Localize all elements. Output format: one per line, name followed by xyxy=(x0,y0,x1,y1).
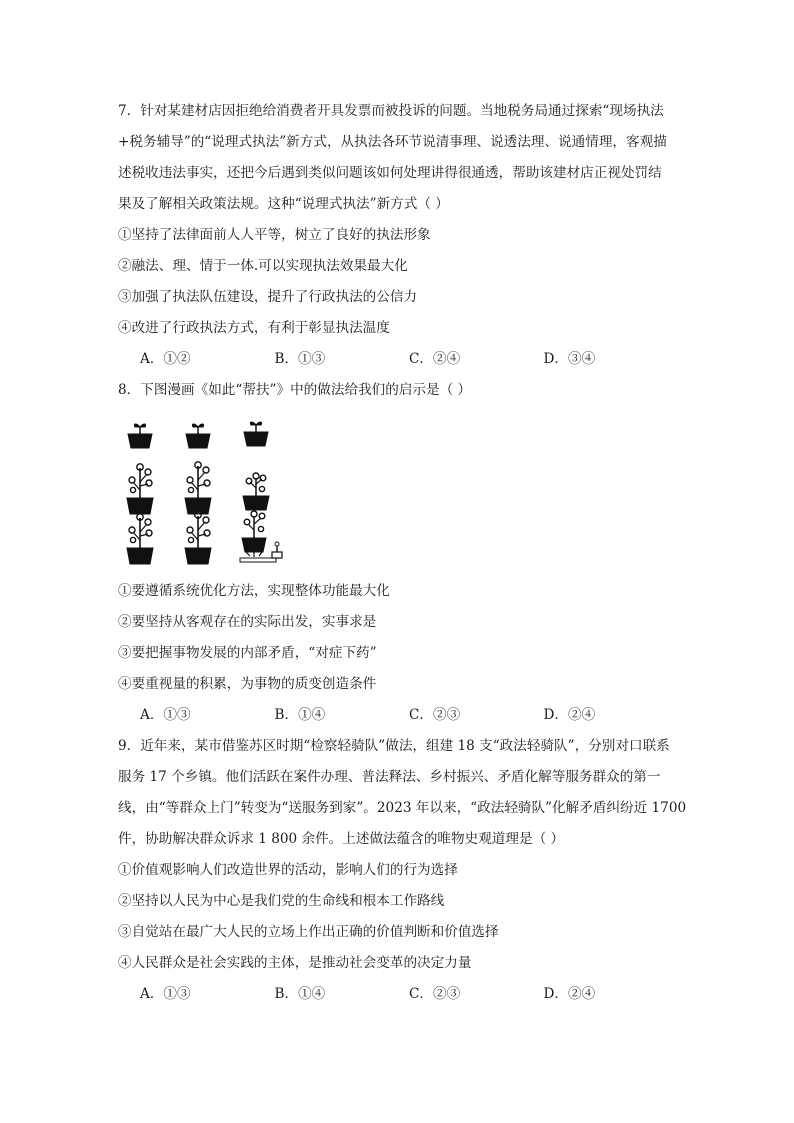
question-9 xyxy=(118,731,687,1010)
q8-option-a[interactable]: A．①③ xyxy=(140,707,191,723)
q9-option-a[interactable]: A．①③ xyxy=(140,986,191,1002)
q7-statement-3: ③加强了执法队伍建设，提升了行政执法的公信力 xyxy=(118,289,418,305)
seedling-pot-icon xyxy=(128,424,152,448)
q7-stem-line: 果及了解相关政策法规。这种“说理式执法”新方式（ ） xyxy=(118,196,449,212)
small-plant-pot-icon xyxy=(243,473,269,510)
q8-option-d[interactable]: D．②④ xyxy=(543,707,596,723)
q7-stem-line: 述税收违法事实，还把今后遇到类似问题该如何处理讲得很通透，帮助该建材店正视处罚结 xyxy=(118,165,662,181)
q9-options xyxy=(118,979,678,1010)
grown-plant-pot-icon xyxy=(127,464,153,514)
q7-statement-1: ①坚持了法律面前人人平等，树立了良好的执法形象 xyxy=(118,227,431,243)
q9-stem-line: 9．近年来，某市借鉴苏区时期“检察轻骑队”做法，组建 18 支“政法轻骑队”，分别对口联系 xyxy=(118,738,670,754)
q7-option-a[interactable]: A．①② xyxy=(140,351,191,367)
q7-statement-2: ②融法、理、情于一体.可以实现执法效果最大化 xyxy=(118,258,408,274)
q9-statement-3: ③自觉站在最广大人民的立场上作出正确的价值判断和价值选择 xyxy=(118,924,499,940)
q8-statement-3: ③要把握事物发展的内部矛盾，“对症下药” xyxy=(118,645,377,661)
q9-statement-2: ②坚持以人民为中心是我们党的生命线和根本工作路线 xyxy=(118,893,445,909)
seedling-pot-icon xyxy=(186,424,210,448)
exam-page xyxy=(118,96,687,1010)
q9-stem-line: 服务 17 个乡镇。他们活跃在案件办理、普法释法、乡村振兴、矛盾化解等服务群众的第一 xyxy=(118,769,661,785)
pulled-plant-pot-icon xyxy=(240,511,282,562)
q8-options xyxy=(118,700,678,731)
q9-option-c[interactable]: C．②③ xyxy=(409,986,461,1002)
grown-plant-pot-icon xyxy=(185,512,211,564)
q9-statement-1: ①价值观影响人们改造世界的活动，影响人们的行为选择 xyxy=(118,862,458,878)
q9-stem-line: 件，协助解决群众诉求 1 800 余件。上述做法蕴含的唯物史观道理是（ ） xyxy=(118,831,565,847)
question-8 xyxy=(118,375,678,731)
grown-plant-pot-icon xyxy=(185,462,211,514)
q9-option-b[interactable]: B．①④ xyxy=(274,986,326,1002)
seedling-pot-icon xyxy=(244,422,268,446)
q8-option-b[interactable]: B．①④ xyxy=(274,707,326,723)
question-7 xyxy=(118,96,678,375)
q7-options xyxy=(118,344,678,375)
q9-statement-4: ④人民群众是社会实践的主体，是推动社会变革的决定力量 xyxy=(118,955,472,971)
q8-option-c[interactable]: C．②③ xyxy=(409,707,461,723)
q8-statement-4: ④要重视量的积累，为事物的质变创造条件 xyxy=(118,676,377,692)
q9-stem-line: 线，由“等群众上门”转变为“送服务到家”。2023 年以来，“政法轻骑队”化解矛盾纠纷近 1700 xyxy=(118,800,687,816)
q7-option-b[interactable]: B．①③ xyxy=(274,351,326,367)
q8-stem-line: 8．下图漫画《如此“帮扶”》中的做法给我们的启示是（ ） xyxy=(118,382,472,398)
q7-statement-4: ④改进了行政执法方式，有利于彰显执法温度 xyxy=(118,320,390,336)
q7-option-d[interactable]: D．③④ xyxy=(543,351,596,367)
grown-plant-pot-icon xyxy=(127,514,153,564)
q9-option-d[interactable]: D．②④ xyxy=(543,986,596,1002)
potted-plants-cartoon-icon xyxy=(122,412,292,572)
q7-option-c[interactable]: C．②④ xyxy=(409,351,461,367)
q7-stem-line: +税务辅导”的“说理式执法”新方式，从执法各环节说清事理、说透法理、说通情理，客观描 xyxy=(118,134,667,150)
q7-stem-line: 7．针对某建材店因拒绝给消费者开具发票而被投诉的问题。当地税务局通过探索“现场执法 xyxy=(118,103,664,119)
q8-statement-1: ①要遵循系统优化方法，实现整体功能最大化 xyxy=(118,583,390,599)
q8-statement-2: ②要坚持从客观存在的实际出发，实事求是 xyxy=(118,614,377,630)
